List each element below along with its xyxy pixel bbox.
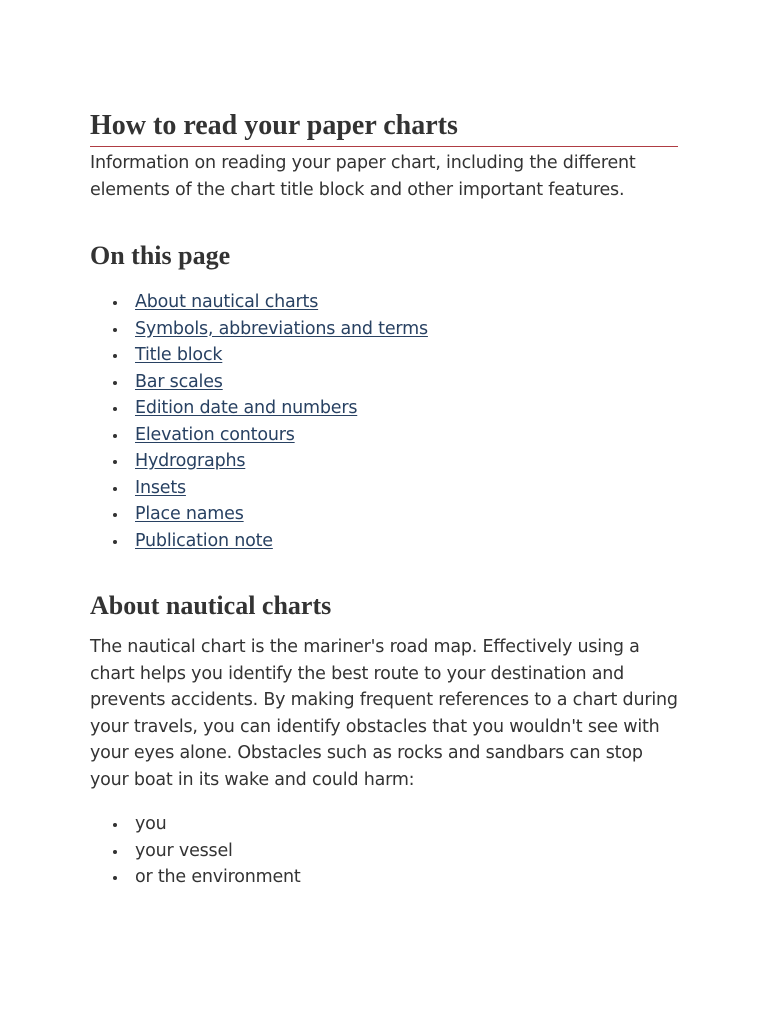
list-item xyxy=(135,448,428,475)
list-item xyxy=(135,369,428,396)
toc-link-title-block[interactable]: Title block xyxy=(135,345,223,365)
toc-link-bar-scales[interactable]: Bar scales xyxy=(135,371,223,392)
toc-link-elevation-contours[interactable]: Elevation contours xyxy=(135,424,295,445)
intro-paragraph: Information on reading your paper chart, including the different elements of the chart title block and other important features. xyxy=(90,153,636,200)
list-item: you xyxy=(135,811,301,838)
about-paragraph: The nautical chart is the mariner's road map. Effectively using a chart helps you identify the best route to your destination and prevents accidents. By making frequent references to a chart during your travels, you can identify obstacles that you wouldn't see with your eyes alone. Obstacles such as rocks and sandbars can stop your boat in its wake and could harm: xyxy=(90,637,678,790)
about-heading: About nautical charts xyxy=(90,591,332,620)
list-item xyxy=(135,501,428,528)
list-item xyxy=(135,342,428,369)
list-item xyxy=(135,422,428,449)
toc-list xyxy=(90,289,428,554)
list-item xyxy=(135,316,428,343)
page-title: How to read your paper charts xyxy=(90,108,678,147)
toc-heading: On this page xyxy=(90,241,231,270)
toc-link-hydrographs[interactable]: Hydrographs xyxy=(135,451,246,471)
list-item: or the environment xyxy=(135,864,301,891)
list-item xyxy=(135,289,428,316)
harm-list xyxy=(90,811,301,891)
list-item: your vessel xyxy=(135,838,301,865)
list-item xyxy=(135,528,428,555)
list-item xyxy=(135,475,428,502)
toc-link-about-nautical-charts[interactable]: About nautical charts xyxy=(135,292,319,312)
list-item xyxy=(135,395,428,422)
toc-link-place-names[interactable]: Place names xyxy=(135,504,244,524)
toc-link-edition-date[interactable]: Edition date and numbers xyxy=(135,398,358,418)
toc-link-publication-note[interactable]: Publication note xyxy=(135,530,273,551)
toc-link-insets[interactable]: Insets xyxy=(135,477,186,498)
toc-link-symbols[interactable]: Symbols, abbreviations and terms xyxy=(135,318,428,339)
